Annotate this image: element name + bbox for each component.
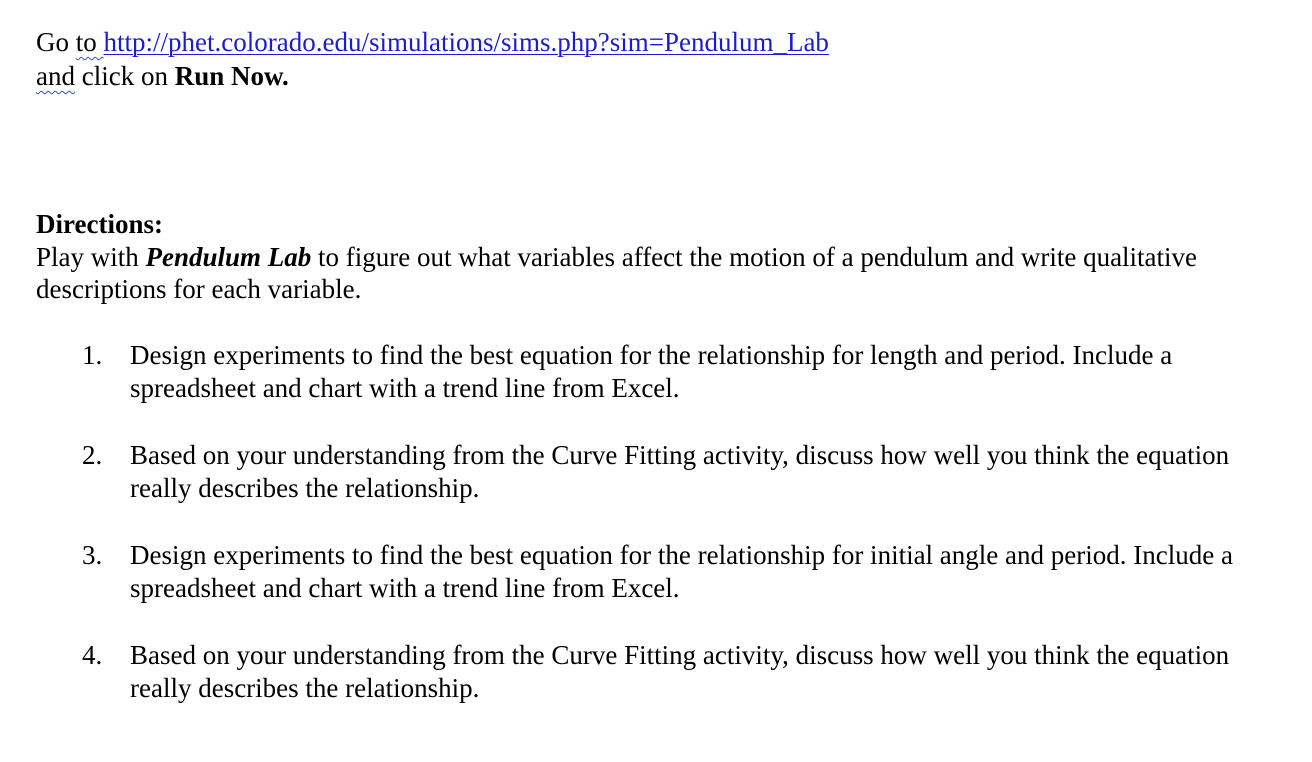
task-item-4 — [36, 639, 1286, 705]
and-word: and — [36, 61, 75, 91]
directions-rest-text: to figure out what variables affect the motion of a pendulum and write qualitative descriptions for each variable. — [36, 242, 1198, 304]
task-item-3 — [36, 539, 1286, 605]
directions-paragraph — [36, 241, 1286, 305]
task-item-2 — [36, 439, 1286, 505]
intro-line-2 — [36, 59, 1286, 93]
blank-space — [36, 93, 1286, 207]
run-now-text: Run Now. — [174, 61, 289, 91]
task-item-1 — [36, 339, 1286, 405]
task-text: Based on your understanding from the Curve Fitting activity, discuss how well you think the equation really describes the relationship. — [130, 440, 1230, 503]
simulation-link[interactable]: http://phet.colorado.edu/simulations/sims.php?sim=Pendulum_Lab — [103, 27, 829, 57]
task-text: Design experiments to find the best equation for the relationship for initial angle and period. Include a spreadsheet and chart with a trend line from Excel. — [130, 540, 1233, 603]
play-with-text: Play with — [36, 242, 146, 272]
go-word: Go — [36, 27, 69, 57]
task-number: 3. — [82, 540, 103, 570]
task-number: 2. — [82, 440, 103, 470]
directions-heading: Directions: — [36, 209, 163, 239]
intro-line-1 — [36, 25, 1286, 59]
task-number: 4. — [82, 640, 103, 670]
document-page — [36, 25, 1286, 739]
pendulum-lab-name: Pendulum Lab — [145, 242, 312, 272]
spacing-squiggle — [97, 27, 104, 57]
task-list — [36, 339, 1286, 705]
task-number: 1. — [82, 340, 103, 370]
to-word: to — [75, 27, 97, 57]
task-text: Based on your understanding from the Curve Fitting activity, discuss how well you think the equation really describes the relationship. — [130, 640, 1230, 703]
click-on-text: click on — [74, 61, 175, 91]
task-text: Design experiments to find the best equation for the relationship for length and period. Include a spreadsheet and chart with a trend line from Excel. — [130, 340, 1173, 403]
